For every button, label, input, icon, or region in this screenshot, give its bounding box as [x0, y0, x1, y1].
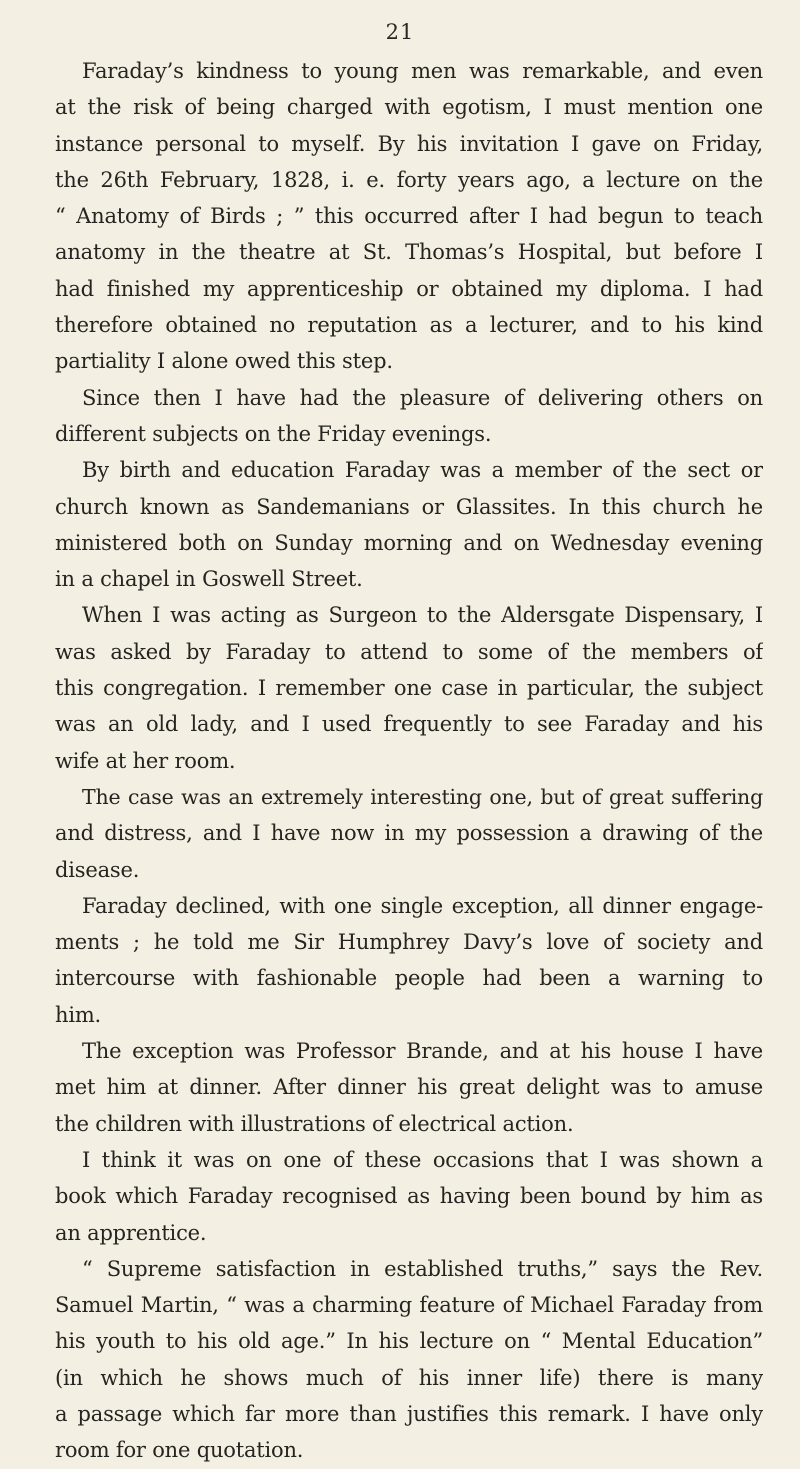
text-line: was asked by Faraday to attend to some of the members of — [55, 639, 763, 664]
text-line: book which Faraday recognised as having been bound by him as — [55, 1184, 763, 1209]
text-line: ministered both on Sunday morning and on Wednesday evening — [55, 530, 763, 555]
text-line: partiality I alone owed this step. — [55, 349, 393, 374]
text-line: different subjects on the Friday evenings. — [55, 421, 492, 446]
text-line: church known as Sandemanians or Glassites. In this church he — [55, 494, 763, 519]
text-line: at the risk of being charged with egotism, I must mention one — [55, 95, 763, 120]
text-line: and distress, and I have now in my possession a drawing of the — [55, 821, 763, 846]
text-line: the 26th February, 1828, i. e. forty years ago, a lecture on the — [55, 167, 763, 192]
text-line: instance personal to myself. By his invitation I gave on Friday, — [55, 131, 763, 156]
text-line: (in which he shows much of his inner life) there is many — [55, 1365, 763, 1390]
text-line: an apprentice. — [55, 1220, 207, 1245]
text-line: therefore obtained no reputation as a lecturer, and to his kind — [55, 313, 763, 338]
text-line: The exception was Professor Brande, and at his house I have — [82, 1039, 763, 1064]
text-line: Faraday’s kindness to young men was remarkable, and even — [82, 59, 763, 83]
text-line: was an old lady, and I used frequently to see Faraday and his — [55, 712, 763, 737]
text-line: disease. — [55, 857, 140, 882]
text-line: this congregation. I remember one case in particular, the subject — [55, 676, 763, 701]
text-line: in a chapel in Goswell Street. — [55, 567, 363, 592]
text-line: wife at her room. — [55, 748, 236, 773]
page-number: 21 — [385, 20, 415, 44]
text-line: his youth to his old age.” In his lecture on “ Mental Education” — [55, 1329, 763, 1354]
text-line: intercourse with fashionable people had been a warning to — [55, 966, 763, 991]
body-text — [55, 53, 763, 1469]
text-line: ments ; he told me Sir Humphrey Davy’s love of society and — [55, 930, 763, 955]
text-line: By birth and education Faraday was a member of the sect or — [82, 458, 763, 483]
text-line: anatomy in the theatre at St. Thomas’s Hospital, but before I — [55, 240, 763, 265]
text-line: “ Supreme satisfaction in established truths,” says the Rev. — [82, 1256, 763, 1281]
text-line: Since then I have had the pleasure of delivering others on — [82, 385, 763, 410]
text-line: met him at dinner. After dinner his great delight was to amuse — [55, 1075, 763, 1100]
text-line: Samuel Martin, “ was a charming feature of Michael Faraday from — [55, 1293, 763, 1318]
text-line: the children with illustrations of electrical action. — [55, 1111, 574, 1136]
text-line: The case was an extremely interesting one, but of great suffering — [82, 784, 763, 809]
text-line: room for one quotation. — [55, 1438, 304, 1463]
text-line: him. — [55, 1002, 102, 1027]
text-line: When I was acting as Surgeon to the Aldersgate Dispensary, I — [82, 603, 763, 628]
text-line: “ Anatomy of Birds ; ” this occurred after I had begun to teach — [55, 204, 763, 229]
text-line: had finished my apprenticeship or obtained my diploma. I had — [55, 276, 763, 301]
text-line: a passage which far more than justifies this remark. I have only — [55, 1401, 763, 1426]
text-line: Faraday declined, with one single exception, all dinner engage- — [82, 893, 763, 918]
text-line: I think it was on one of these occasions that I was shown a — [82, 1147, 763, 1172]
